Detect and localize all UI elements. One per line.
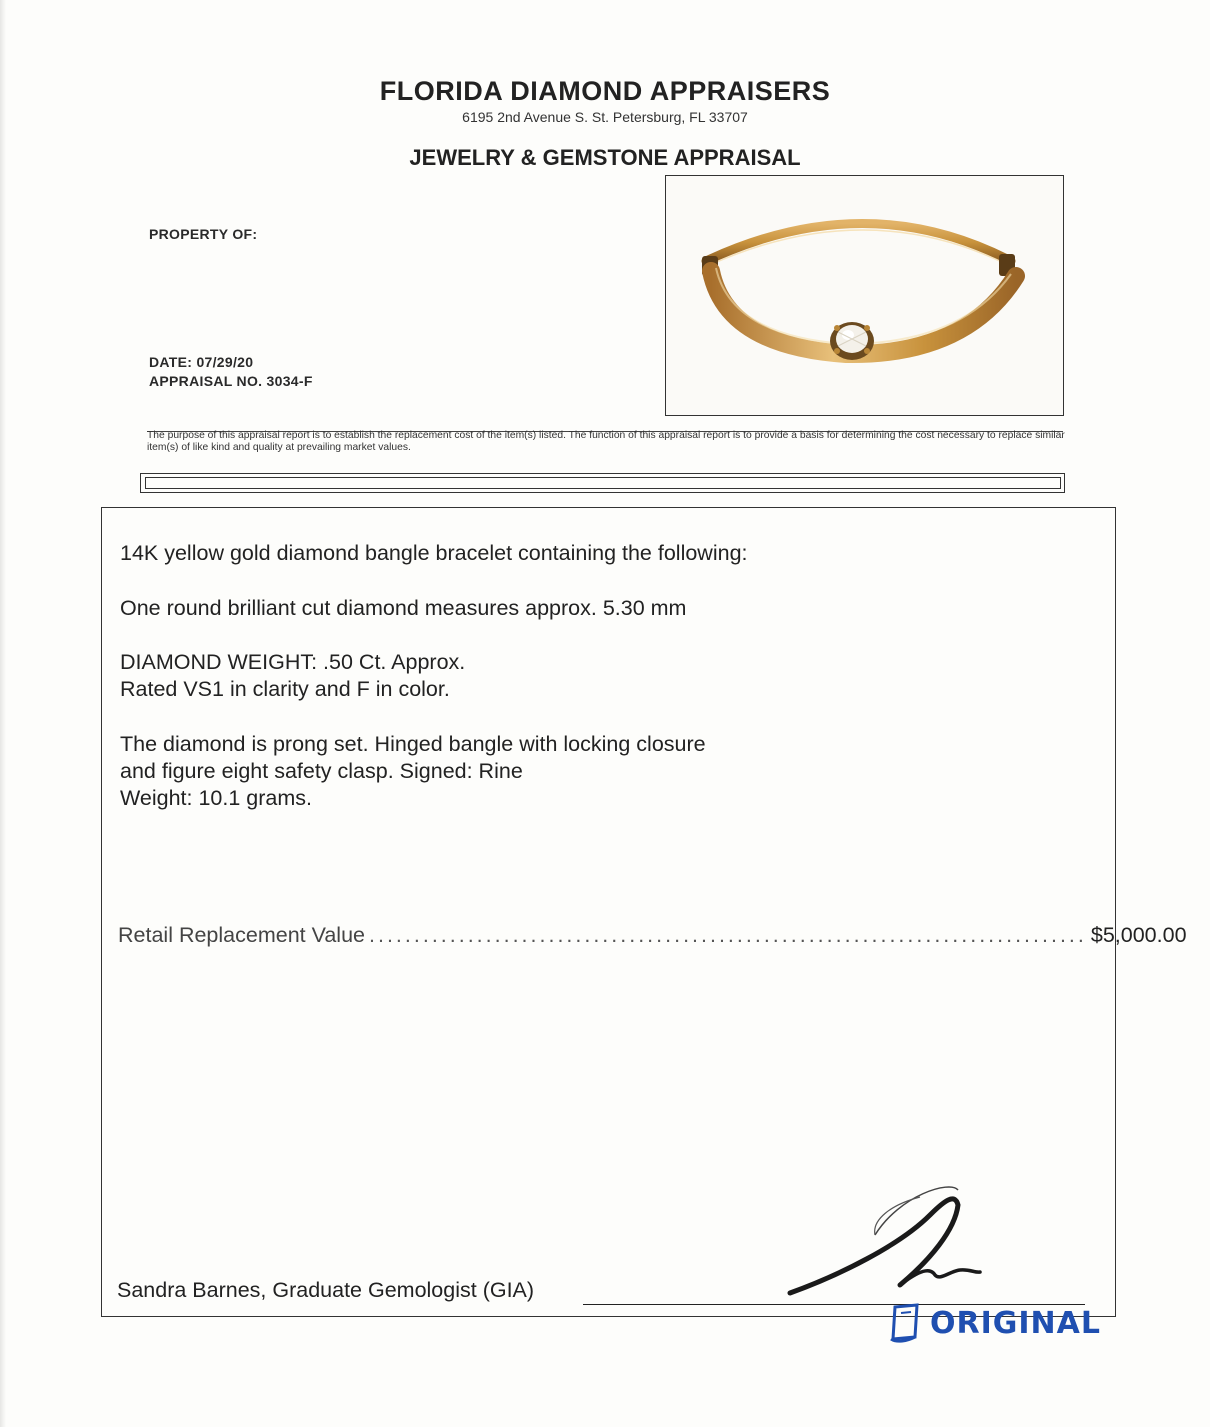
purpose-statement: The purpose of this appraisal report is to establish the replacement cost of the item(s) listed. The function of this appraisal report is to provide a basis for determining the cost necessary to replace similar item(s) of like kind and quality at prevailing market values. [147,430,1065,453]
date-value: 07/29/20 [196,354,254,370]
appraisal-number-label: APPRAISAL NO. [149,373,263,389]
signer-name: Sandra Barnes, Graduate Gemologist (GIA) [117,1278,535,1302]
scan-edge-shadow [0,0,6,1427]
description-line-7: Weight: 10.1 grams. [120,786,312,810]
company-name: FLORIDA DIAMOND APPRAISERS [379,76,831,106]
document-stamp-icon [887,1301,927,1343]
description-line-6: and figure eight safety clasp. Signed: Rine [120,759,523,783]
bracelet-photo [665,175,1064,416]
company-address: 6195 2nd Avenue S. St. Petersburg, FL 33707 [462,109,748,125]
retail-value-label: Retail Replacement Value [118,923,365,947]
original-stamp-text: ORIGINAL [930,1306,1101,1341]
description-line-4: Rated VS1 in clarity and F in color. [120,677,450,701]
appraisal-number-value: 3034-F [266,373,313,389]
separator-bar-inner [145,477,1061,489]
date-label: DATE: [149,354,193,370]
retail-value-amount: $5,000.00 [1090,923,1187,947]
handwritten-signature [780,1175,1010,1310]
gold-bangle-bracelet-image [666,176,1063,415]
description-line-2: One round brilliant cut diamond measures approx. 5.30 mm [120,596,687,620]
retail-value-row [118,923,1187,948]
description-line-1: 14K yellow gold diamond bangle bracelet containing the following: [120,541,748,565]
stamp-icon [887,1301,927,1348]
retail-value-leader-dots: ................................................................................ [369,923,1087,947]
date-line [149,354,253,370]
description-line-3: DIAMOND WEIGHT: .50 Ct. Approx. [120,650,466,674]
description-line-5: The diamond is prong set. Hinged bangle with locking closure [120,732,706,756]
property-of-label: PROPERTY OF: [149,226,258,242]
document-title: JEWELRY & GEMSTONE APPRAISAL [409,145,801,170]
signature-scribble [780,1175,1010,1305]
appraisal-number-line [149,373,313,389]
